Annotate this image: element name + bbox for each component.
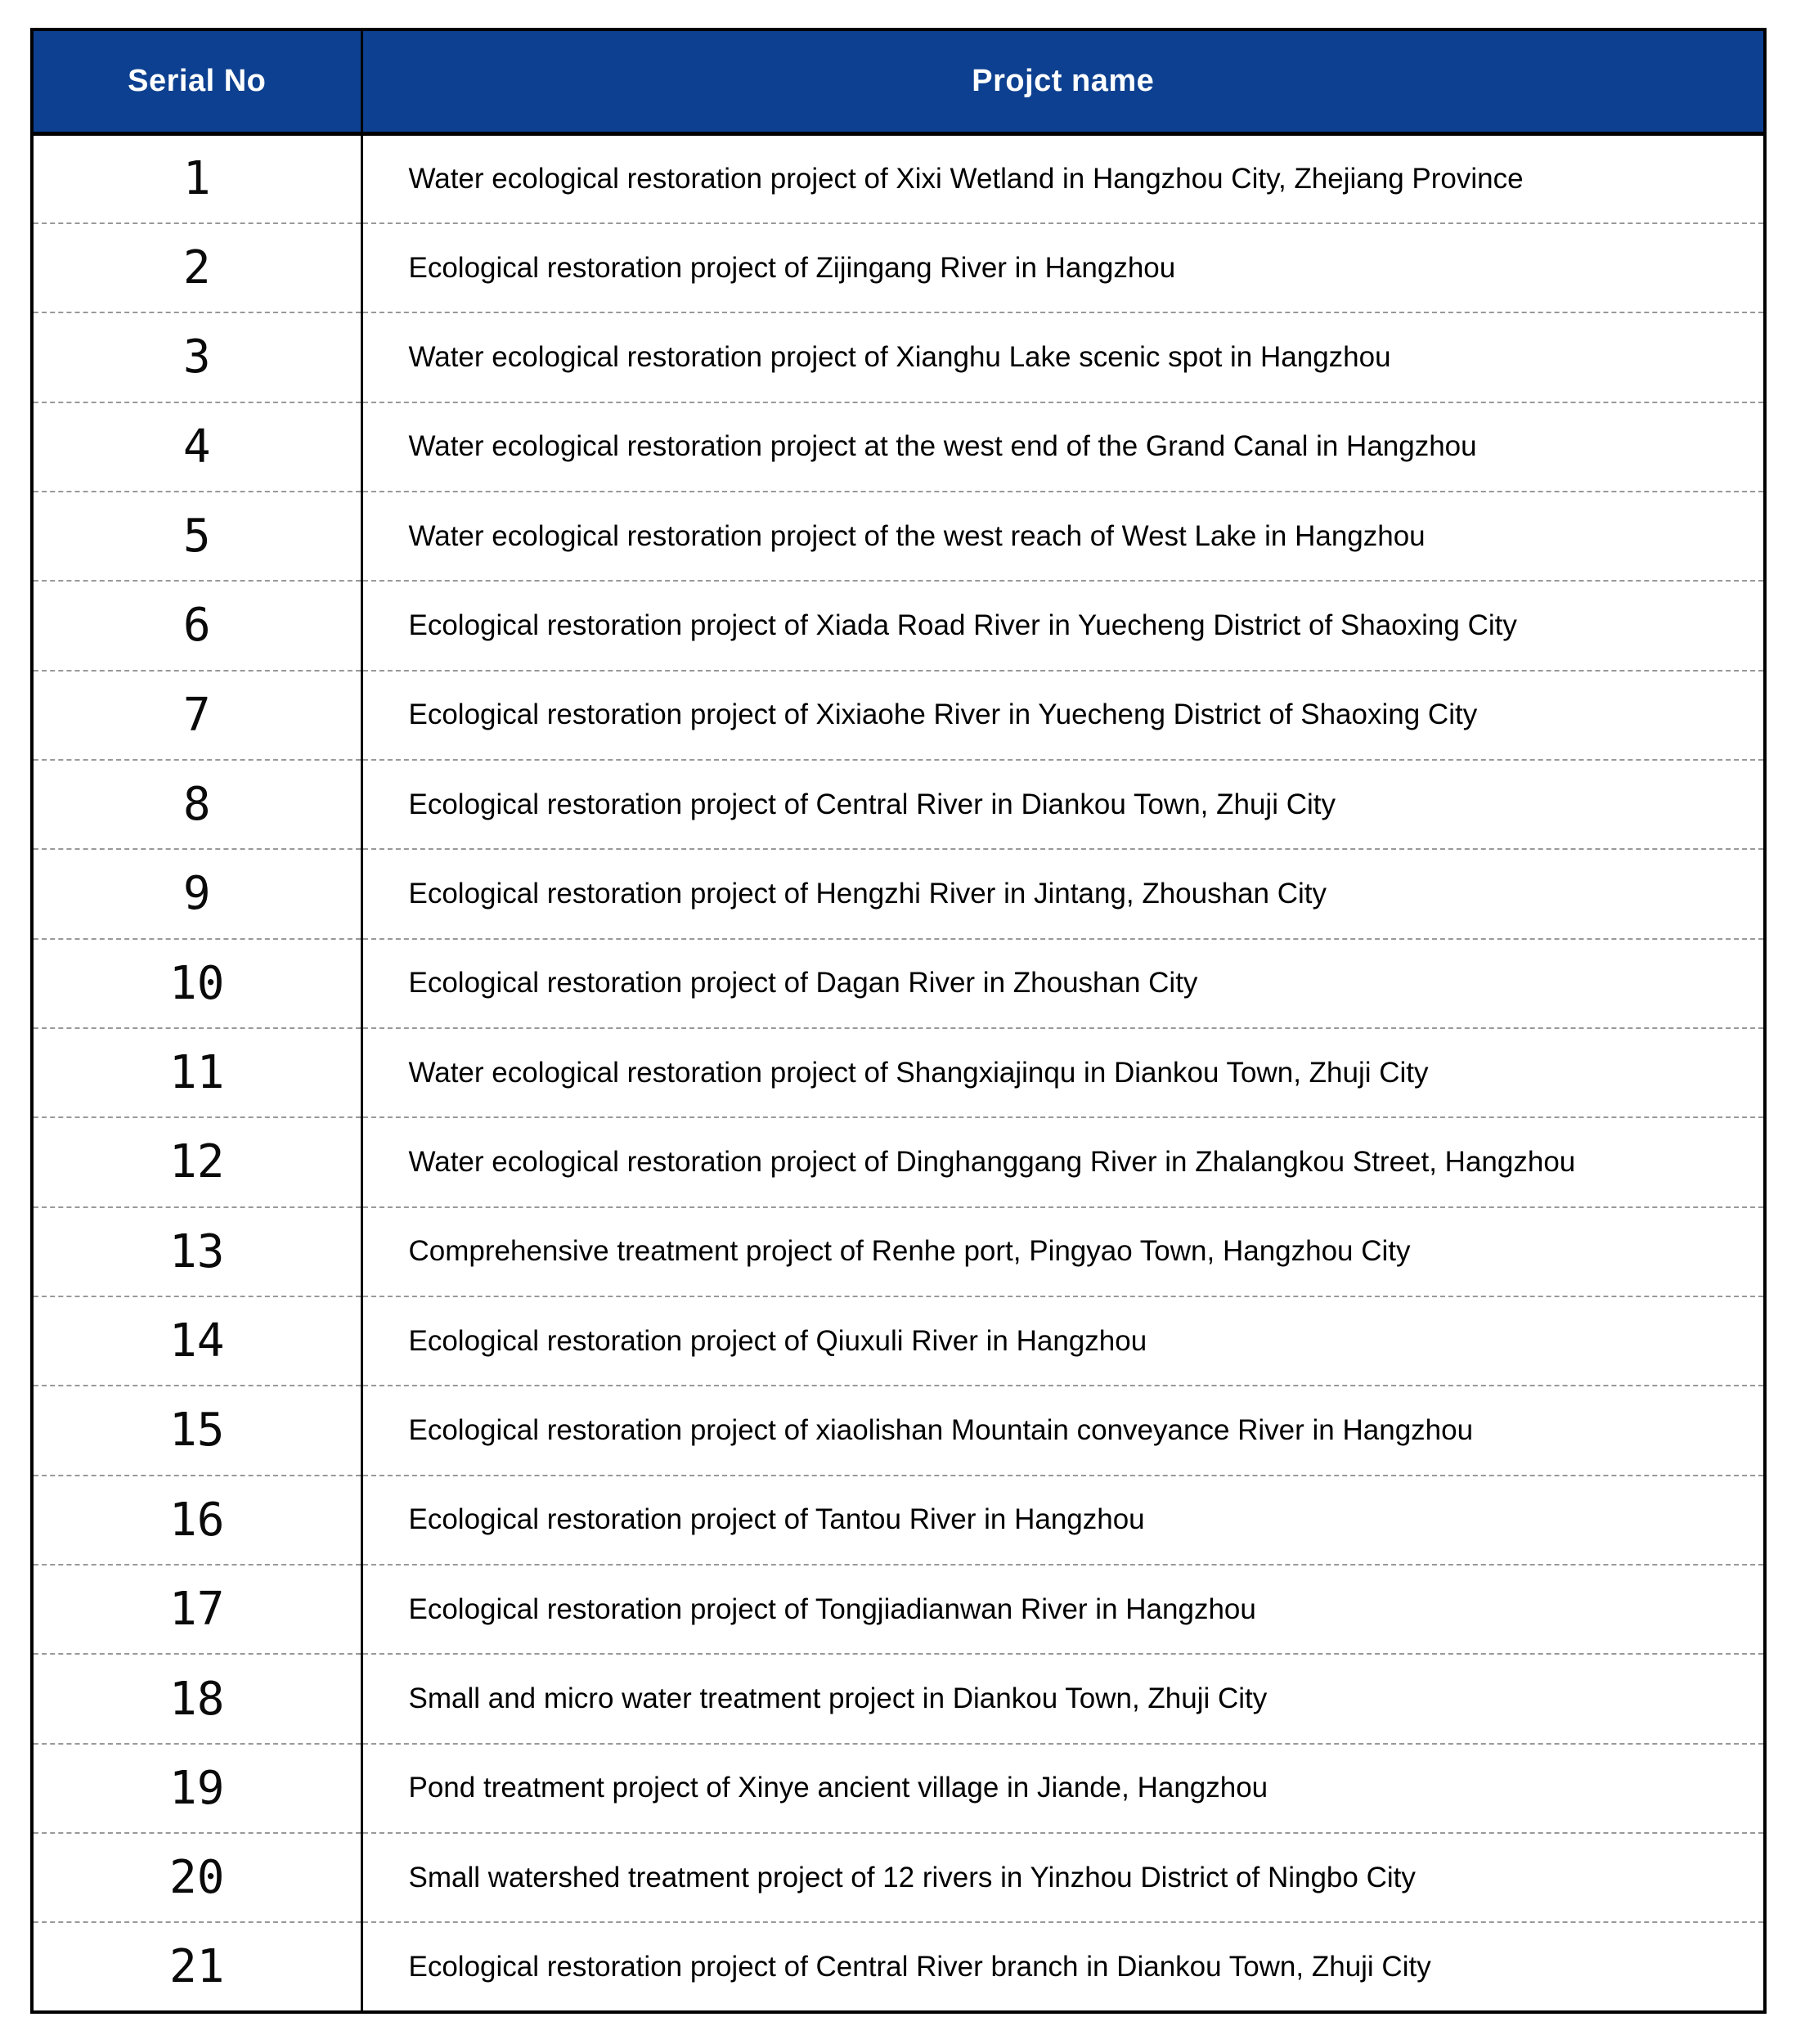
- table-row: [32, 1207, 1765, 1296]
- table-header: [32, 29, 1765, 134]
- serial-no-cell: 9: [182, 867, 211, 921]
- serial-no-cell: 14: [169, 1314, 225, 1368]
- serial-no-cell: 4: [182, 420, 211, 474]
- project-name-cell: Water ecological restoration project of Xixi Wetland in Hangzhou City, Zhejiang Province: [361, 134, 1765, 223]
- serial-no-cell: 6: [182, 599, 211, 653]
- project-name-cell: Ecological restoration project of Tantou River in Hangzhou: [361, 1476, 1765, 1565]
- serial-no-cell: 13: [169, 1224, 225, 1278]
- project-name-cell: Ecological restoration project of Central River branch in Diankou Town, Zhuji City: [361, 1922, 1765, 2012]
- project-name-cell: Ecological restoration project of Zijingang River in Hangzhou: [361, 223, 1765, 312]
- project-name-cell: Ecological restoration project of xiaolishan Mountain conveyance River in Hangzhou: [361, 1386, 1765, 1475]
- project-name-cell: Ecological restoration project of Hengzhi River in Jintang, Zhoushan City: [361, 849, 1765, 938]
- project-name-cell: Ecological restoration project of Dagan River in Zhoushan City: [361, 939, 1765, 1028]
- header-project-name: Projct name: [361, 29, 1765, 134]
- table-row: [32, 1117, 1765, 1206]
- project-name-cell: Ecological restoration project of Xiada Road River in Yuecheng District of Shaoxing City: [361, 581, 1765, 670]
- table-row: [32, 1833, 1765, 1922]
- project-name-cell: Water ecological restoration project of Dinghanggang River in Zhalangkou Street, Hangzhou: [361, 1117, 1765, 1206]
- serial-no-cell: 8: [182, 778, 211, 832]
- project-name-cell: Comprehensive treatment project of Renhe port, Pingyao Town, Hangzhou City: [361, 1207, 1765, 1296]
- serial-no-cell: 17: [169, 1583, 225, 1637]
- table-body: [32, 134, 1765, 2013]
- table-row: [32, 581, 1765, 670]
- serial-no-cell: 10: [169, 956, 225, 1010]
- project-name-cell: Small and micro water treatment project in Diankou Town, Zhuji City: [361, 1654, 1765, 1743]
- table-row: [32, 1476, 1765, 1565]
- serial-no-cell: 1: [182, 152, 211, 206]
- project-name-cell: Water ecological restoration project of Xianghu Lake scenic spot in Hangzhou: [361, 312, 1765, 402]
- table-row: [32, 1296, 1765, 1386]
- table-row: [32, 671, 1765, 760]
- serial-no-cell: 3: [182, 330, 211, 384]
- serial-no-cell: 16: [169, 1493, 225, 1547]
- serial-no-cell: 15: [169, 1404, 225, 1458]
- projects-table: [30, 28, 1767, 2014]
- serial-no-cell: 21: [169, 1940, 225, 1994]
- serial-no-cell: 2: [182, 241, 211, 295]
- table-row: [32, 312, 1765, 402]
- table-row: [32, 939, 1765, 1028]
- table-row: [32, 223, 1765, 312]
- table-row: [32, 760, 1765, 849]
- serial-no-cell: 19: [169, 1761, 225, 1815]
- table-row: [32, 1654, 1765, 1743]
- header-serial-no: Serial No: [32, 29, 361, 134]
- table-row: [32, 849, 1765, 938]
- table-row: [32, 492, 1765, 581]
- table-row: [32, 1028, 1765, 1117]
- table-row: [32, 402, 1765, 492]
- project-name-cell: Pond treatment project of Xinye ancient village in Jiande, Hangzhou: [361, 1744, 1765, 1833]
- project-name-cell: Water ecological restoration project at the west end of the Grand Canal in Hangzhou: [361, 402, 1765, 492]
- serial-no-cell: 18: [169, 1672, 225, 1726]
- table-row: [32, 1565, 1765, 1654]
- serial-no-cell: 5: [182, 510, 211, 564]
- header-row: [32, 29, 1765, 134]
- serial-no-cell: 12: [169, 1135, 225, 1189]
- table-row: [32, 134, 1765, 223]
- project-name-cell: Ecological restoration project of Central River in Diankou Town, Zhuji City: [361, 760, 1765, 849]
- serial-no-cell: 20: [169, 1851, 225, 1905]
- project-name-cell: Ecological restoration project of Qiuxuli River in Hangzhou: [361, 1296, 1765, 1386]
- project-name-cell: Ecological restoration project of Tongjiadianwan River in Hangzhou: [361, 1565, 1765, 1654]
- serial-no-cell: 11: [169, 1046, 225, 1100]
- table-row: [32, 1744, 1765, 1833]
- project-name-cell: Water ecological restoration project of Shangxiajinqu in Diankou Town, Zhuji City: [361, 1028, 1765, 1117]
- serial-no-cell: 7: [182, 688, 211, 742]
- project-name-cell: Small watershed treatment project of 12 rivers in Yinzhou District of Ningbo City: [361, 1833, 1765, 1922]
- table-row: [32, 1386, 1765, 1475]
- table-row: [32, 1922, 1765, 2012]
- project-name-cell: Ecological restoration project of Xixiaohe River in Yuecheng District of Shaoxing City: [361, 671, 1765, 760]
- project-name-cell: Water ecological restoration project of the west reach of West Lake in Hangzhou: [361, 492, 1765, 581]
